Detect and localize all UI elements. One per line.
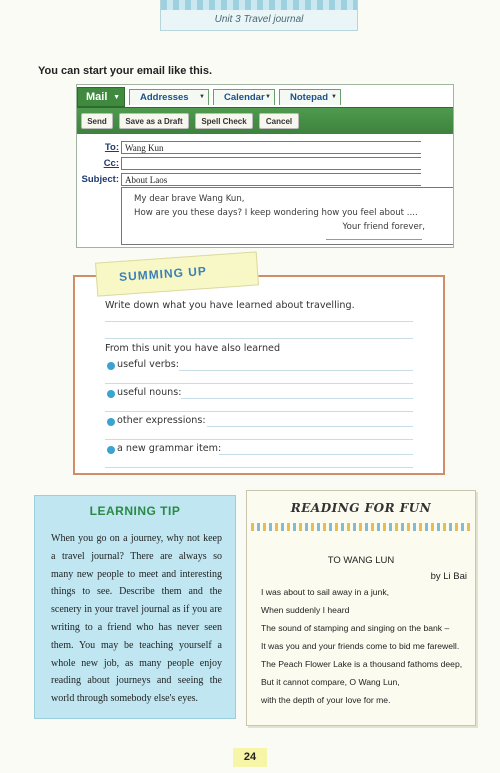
- tab-mail[interactable]: [77, 87, 125, 107]
- learning-tip-title: LEARNING TIP: [89, 504, 181, 518]
- tab-addresses[interactable]: [129, 89, 209, 105]
- cc-label: Cc:: [103, 158, 119, 169]
- poem-line: When suddenly I heard: [261, 605, 350, 615]
- writing-line: [207, 426, 413, 427]
- summing-prompt-1: Write down what you have learned about travelling.: [105, 300, 355, 311]
- poem-title: TO WANG LUN: [327, 555, 395, 566]
- to-label: To:: [104, 142, 119, 153]
- chevron-down-icon: ▼: [331, 94, 337, 100]
- unit-label: Unit 3 Travel journal: [214, 14, 304, 25]
- tab-addresses-label: Addresses: [140, 92, 189, 103]
- subject-field[interactable]: About Laos: [121, 173, 421, 186]
- poem-line: The sound of stamping and singing on the bank –: [261, 623, 450, 633]
- header-decoration: [161, 0, 357, 10]
- summing-prompt-2: From this unit you have also learned: [105, 343, 281, 354]
- poem-line: The Peach Flower Lake is a thousand fathoms deep,: [261, 659, 463, 669]
- item-useful-verbs: useful verbs:: [117, 359, 179, 370]
- signature-line: [326, 239, 422, 240]
- poem-line: I was about to sail away in a junk,: [261, 587, 390, 597]
- email-body-line: How are you these days? I keep wondering how you feel about ....: [134, 208, 418, 218]
- writing-line: [181, 398, 413, 399]
- send-button[interactable]: Send: [81, 113, 113, 129]
- chevron-down-icon: ▼: [113, 94, 120, 101]
- poem-line: with the depth of your love for me.: [261, 695, 391, 705]
- email-tab-bar: [77, 85, 453, 107]
- page-number: 24: [233, 748, 267, 767]
- chevron-down-icon: ▼: [265, 94, 271, 100]
- tab-calendar[interactable]: [213, 89, 275, 105]
- writing-line: [105, 383, 413, 384]
- writing-line: [219, 454, 413, 455]
- reading-for-fun-title: READING FOR FUN: [290, 501, 432, 515]
- learning-tip-box: [34, 495, 236, 719]
- writing-line: [105, 321, 413, 322]
- email-intro: You can start your email like this.: [38, 65, 213, 77]
- save-draft-button[interactable]: Save as a Draft: [119, 113, 189, 129]
- bullet-icon: [107, 446, 115, 454]
- decorative-border: [251, 523, 471, 531]
- email-closing: Your friend forever,: [342, 222, 425, 232]
- bullet-icon: [107, 362, 115, 370]
- poem-author: by Li Bai: [430, 571, 467, 582]
- writing-line: [105, 338, 413, 339]
- subject-label: Subject:: [81, 174, 119, 185]
- unit-header: [160, 0, 358, 31]
- spell-check-button[interactable]: Spell Check: [195, 113, 253, 129]
- item-useful-nouns: useful nouns:: [117, 387, 182, 398]
- summing-up-title: SUMMING UP: [118, 263, 208, 285]
- summing-up-box: [73, 275, 445, 475]
- to-field[interactable]: Wang Kun: [121, 141, 421, 154]
- tab-notepad[interactable]: [279, 89, 341, 105]
- email-greeting: My dear brave Wang Kun,: [134, 194, 245, 204]
- item-grammar: a new grammar item:: [117, 443, 222, 454]
- cc-field[interactable]: [121, 157, 421, 170]
- cancel-button[interactable]: Cancel: [259, 113, 299, 129]
- writing-line: [105, 411, 413, 412]
- email-toolbar: [77, 107, 453, 134]
- poem-line: But it cannot compare, O Wang Lun,: [261, 677, 400, 687]
- writing-line: [105, 467, 413, 468]
- tab-notepad-label: Notepad: [290, 92, 328, 103]
- poem-line: It was you and your friends come to bid me farewell.: [261, 641, 460, 651]
- writing-line: [105, 439, 413, 440]
- writing-line: [179, 370, 413, 371]
- email-body[interactable]: [121, 187, 453, 245]
- bullet-icon: [107, 418, 115, 426]
- bullet-icon: [107, 390, 115, 398]
- chevron-down-icon: ▼: [199, 94, 205, 100]
- tab-calendar-label: Calendar: [224, 92, 265, 103]
- email-window: [76, 84, 454, 248]
- reading-for-fun-box: [246, 490, 476, 726]
- learning-tip-text: When you go on a journey, why not keep a travel journal? There are always so many new people to meet and interesting things to see. Describe them and the scenery in your travel journal as if you are writing to a friend who has never seen them. You may be teaching yourself a whole new job, as many people enjoy reading about journeys and seeing the world through somebody else's eyes.: [51, 533, 222, 705]
- item-other-expressions: other expressions:: [117, 415, 206, 426]
- tab-mail-label: Mail: [86, 91, 108, 103]
